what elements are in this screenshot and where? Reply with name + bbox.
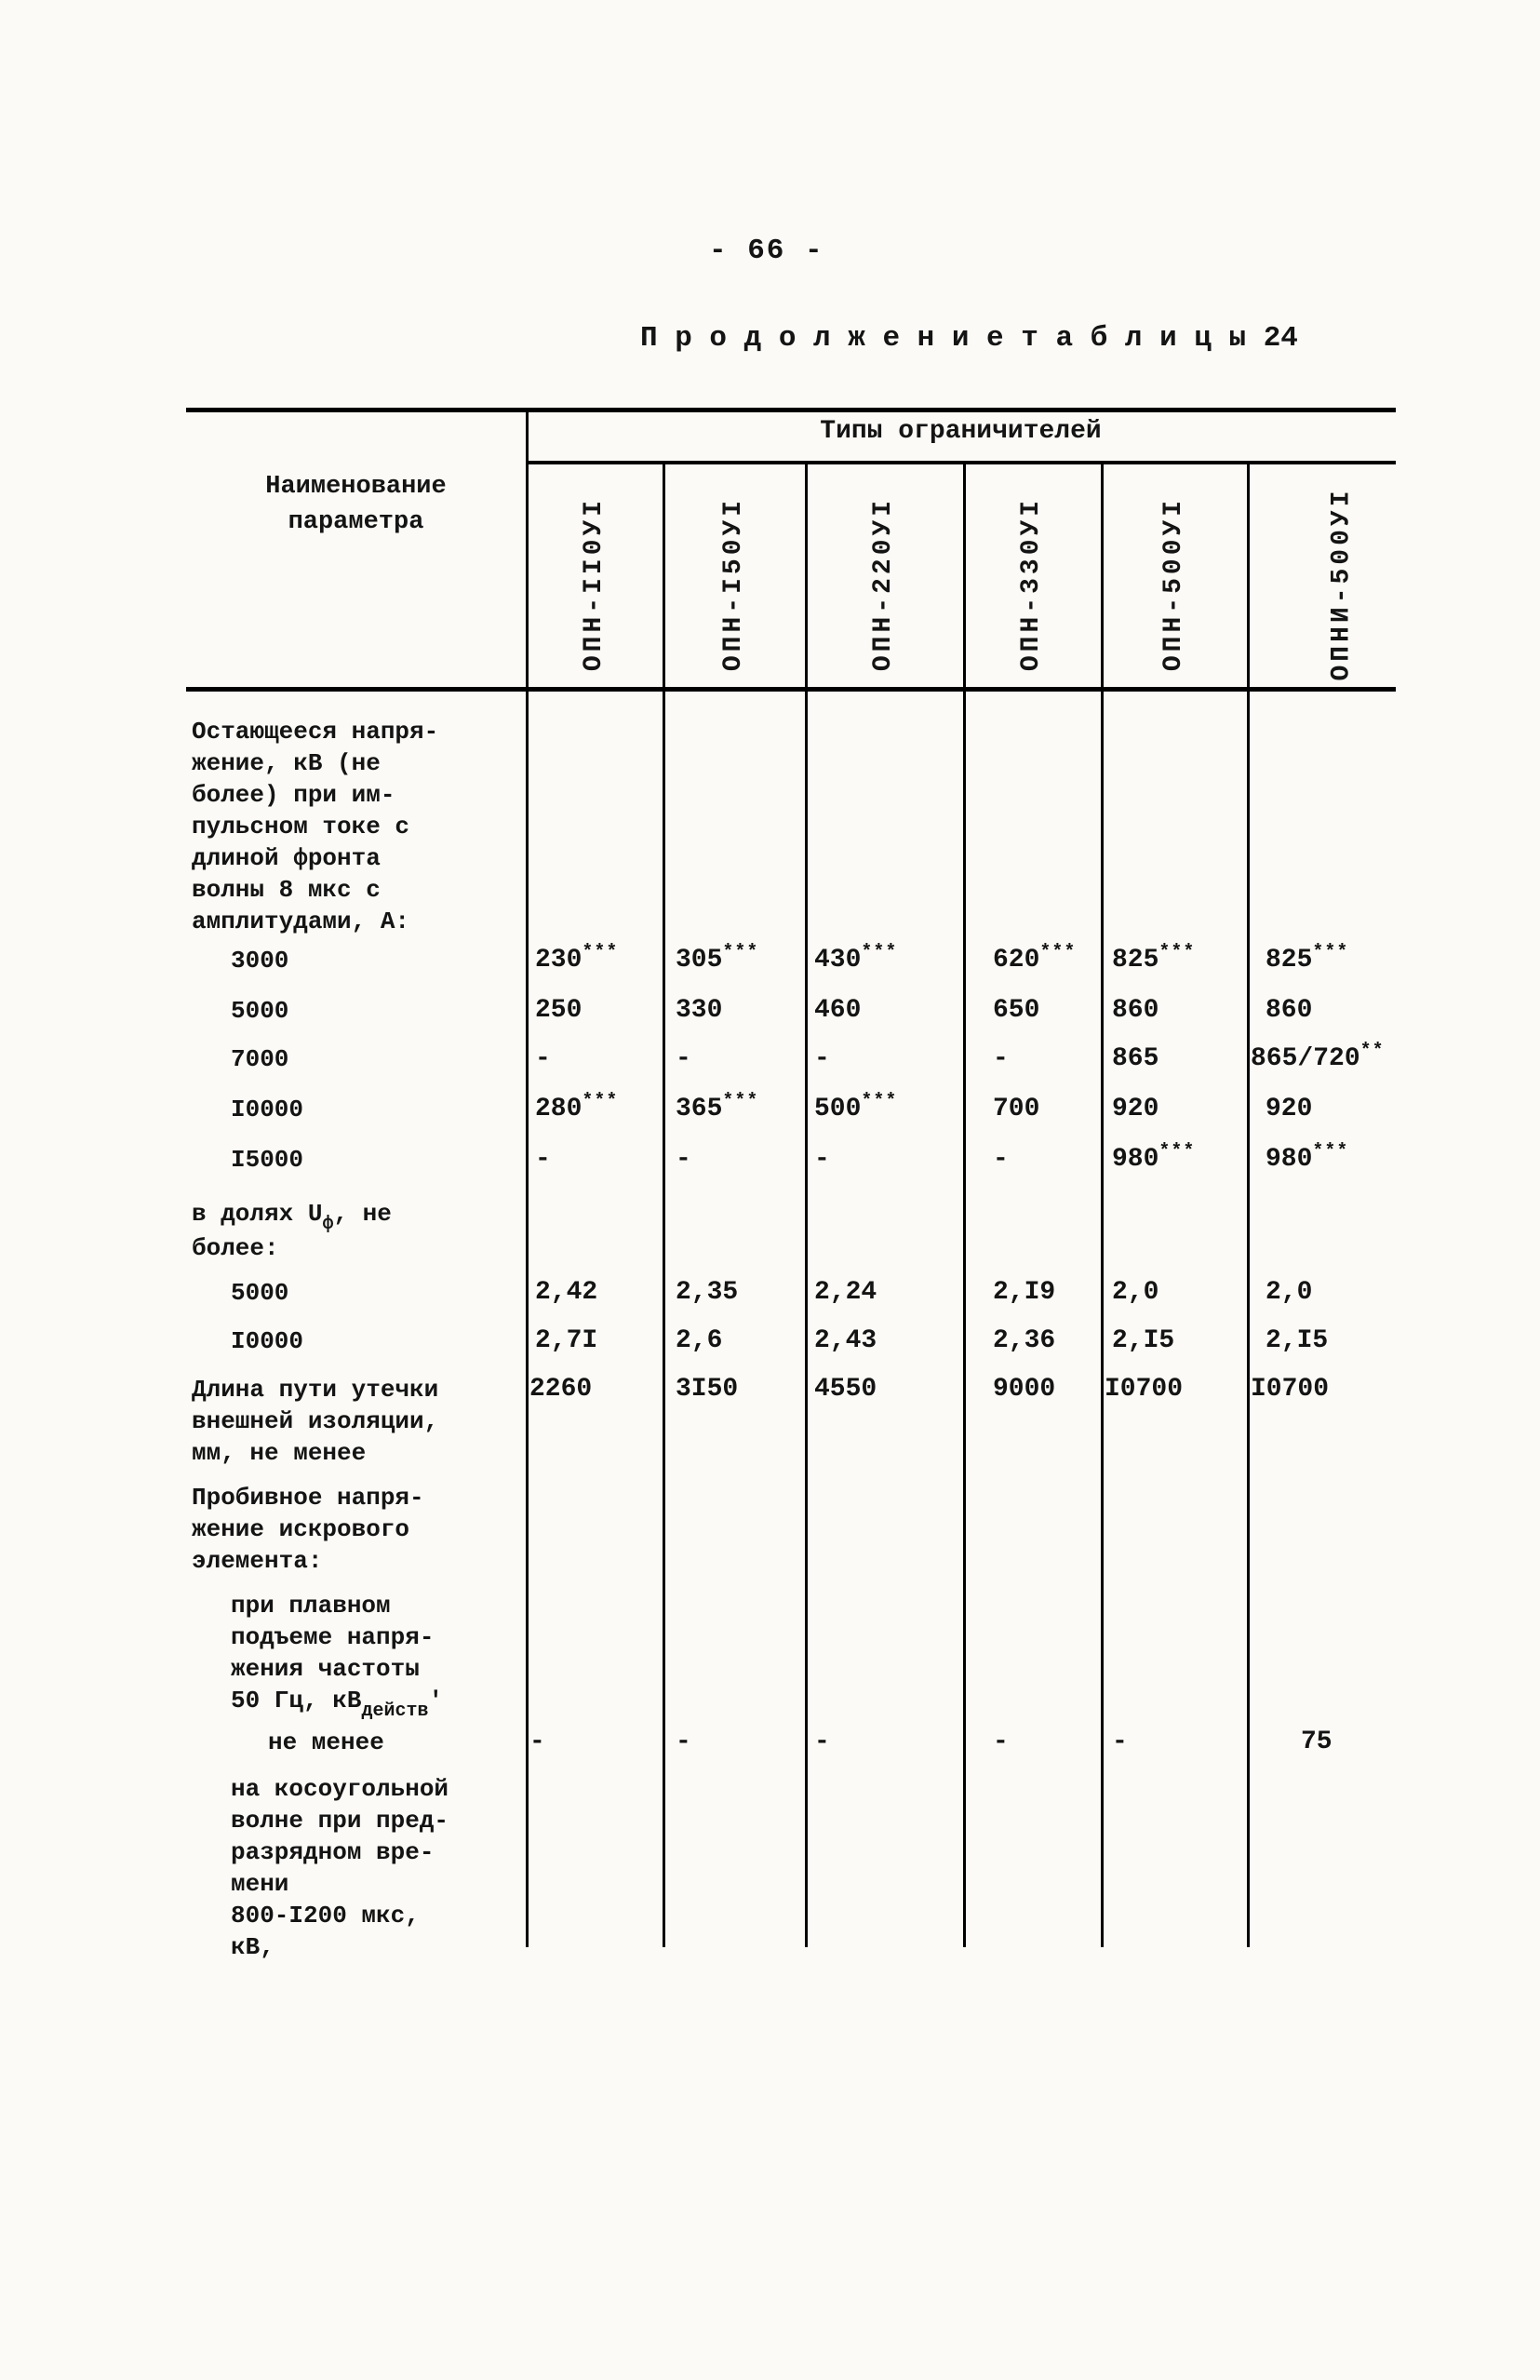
value-cell: - (676, 1728, 691, 1756)
table-row-10000 (186, 1091, 1438, 1127)
value-cell: 2,35 (676, 1278, 739, 1307)
value-cell: 650 (993, 996, 1040, 1025)
row-label: 7000 (231, 1045, 289, 1073)
value-cell: 700 (993, 1095, 1040, 1123)
param-label-line: элемента: (192, 1547, 323, 1575)
param-label (186, 1773, 526, 1963)
param-label-line: жение искрового (192, 1515, 410, 1543)
table-row-7000 (186, 1043, 1438, 1077)
value-cell: 920 (1112, 1095, 1159, 1123)
param-column-header (186, 469, 526, 540)
value-cell: 430*** (814, 942, 898, 975)
value-cell: 3I50 (676, 1375, 739, 1404)
param-label-line: кВ, (231, 1933, 275, 1961)
value-cell: 2,I5 (1112, 1326, 1175, 1355)
table-row-15000 (186, 1141, 1438, 1177)
row-label: I5000 (231, 1146, 304, 1174)
param-label-line: жения частоты (231, 1655, 420, 1683)
value-cell: 980*** (1112, 1141, 1196, 1174)
param-label-line: жение, кВ (не (192, 749, 381, 777)
column-header-opn-500: ОПН-500УI (1159, 496, 1189, 672)
value-cell: 305*** (676, 942, 759, 975)
param-block-fractions (186, 1198, 1438, 1264)
param-label-line: пульсном токе с (192, 813, 410, 840)
types-header-underline (526, 461, 1396, 464)
param-label-line: на косоугольной (231, 1775, 449, 1803)
table-row-5000 (186, 995, 1438, 1027)
value-cell: 4550 (814, 1375, 877, 1404)
value-cell: 330 (676, 996, 723, 1025)
param-label-line: мм, не менее (192, 1439, 367, 1467)
param-label-line: разрядном вре- (231, 1838, 435, 1866)
value-cell: 865 (1112, 1044, 1159, 1073)
value-cell: 980*** (1265, 1141, 1349, 1174)
value-cell: 2,I5 (1265, 1326, 1329, 1355)
table-row-leakage-path (186, 1374, 1438, 1469)
param-block-breakdown (186, 1482, 1438, 1577)
value-cell: I0700 (1251, 1375, 1330, 1404)
value-cell: 230*** (535, 942, 619, 975)
value-cell: 620*** (993, 942, 1077, 975)
value-cell: 2,7I (535, 1326, 598, 1355)
parameters-table (186, 408, 1438, 1961)
column-header-opn-150: ОПН-I50УI (719, 496, 749, 672)
value-cell: - (529, 1728, 545, 1756)
param-label-line: длиной фронта (192, 844, 381, 872)
value-cell: 865/720** (1251, 1041, 1385, 1073)
row-label: 3000 (231, 947, 289, 975)
value-cell: 250 (535, 996, 583, 1025)
value-cell: - (535, 1044, 551, 1073)
table-body (186, 692, 1438, 1963)
table-row-3000 (186, 942, 1438, 978)
value-cell: - (676, 1145, 691, 1174)
param-header-line: Наименование (265, 473, 447, 501)
table-top-border (186, 408, 1396, 412)
value-cell: I0700 (1105, 1375, 1184, 1404)
value-cell: 860 (1265, 996, 1313, 1025)
table-row-frac-5000 (186, 1277, 1438, 1309)
param-block-residual-voltage (186, 716, 1438, 937)
param-label-line: более) при им- (192, 781, 395, 809)
param-block-smooth-rise (186, 1590, 1438, 1722)
value-cell: 9000 (993, 1375, 1056, 1404)
param-label-line: подъеме напря- (231, 1623, 435, 1651)
param-label-line: более: (192, 1234, 279, 1262)
row-label: I0000 (231, 1327, 304, 1355)
value-cell: 2,43 (814, 1326, 877, 1355)
column-header-opn-110: ОПН-II0УI (580, 496, 609, 672)
row-label: I0000 (231, 1096, 304, 1123)
column-header-opn-220: ОПН-220УI (869, 496, 899, 672)
value-cell: 825*** (1265, 942, 1349, 975)
value-cell: 2,6 (676, 1326, 723, 1355)
row-label: 5000 (231, 997, 289, 1025)
table-continuation-title: П р о д о л ж е н и е т а б л и ц ы 24 (640, 322, 1298, 355)
value-cell: 2,0 (1265, 1278, 1313, 1307)
value-cell: 2,I9 (993, 1278, 1056, 1307)
param-label (186, 1374, 526, 1469)
param-label (186, 1198, 526, 1264)
param-label-line: при плавном (231, 1592, 391, 1620)
param-label-line: волны 8 мкс с (192, 876, 381, 904)
value-cell: 500*** (814, 1091, 898, 1123)
param-label (186, 1482, 526, 1577)
value-cell: 920 (1265, 1095, 1313, 1123)
value-cell: - (814, 1044, 830, 1073)
param-label-line: 800-I200 мкс, (231, 1902, 420, 1930)
table-row-frac-10000 (186, 1325, 1438, 1357)
value-cell: 2,24 (814, 1278, 877, 1307)
column-header-opn-330: ОПН-330УI (1017, 496, 1047, 672)
value-cell: - (814, 1728, 830, 1756)
param-header-line: параметра (288, 508, 424, 536)
param-label (186, 1590, 526, 1722)
param-label-line: Пробивное напря- (192, 1484, 424, 1512)
param-label-line: внешней изоляции, (192, 1407, 439, 1435)
value-cell: - (676, 1044, 691, 1073)
value-cell: 825*** (1112, 942, 1196, 975)
param-label-line: амплитудами, А: (192, 908, 410, 935)
row-label: 5000 (231, 1279, 289, 1307)
param-block-oblique-wave (186, 1773, 1438, 1963)
table-row-not-less (186, 1727, 1438, 1758)
value-cell: - (993, 1728, 1009, 1756)
value-cell: 2,0 (1112, 1278, 1159, 1307)
param-label (186, 716, 526, 937)
value-cell: - (993, 1044, 1009, 1073)
param-label-line: Остающееся напря- (192, 718, 439, 746)
param-label-line: в долях $U_ф$, не (192, 1200, 392, 1235)
types-group-header: Типы ограничителей (820, 417, 1102, 446)
value-cell: 2260 (529, 1375, 593, 1404)
value-cell: 2,36 (993, 1326, 1056, 1355)
param-label-line: 50 Гц, $кВ_{действ}'$ (231, 1687, 444, 1722)
value-cell: - (993, 1145, 1009, 1174)
column-header-opni-500: ОПНИ-500УI (1328, 487, 1357, 681)
page-number: - 66 - (709, 235, 824, 267)
value-cell: 75 (1301, 1728, 1332, 1756)
value-cell: 365*** (676, 1091, 759, 1123)
value-cell: 2,42 (535, 1278, 598, 1307)
value-cell: 460 (814, 996, 862, 1025)
value-cell: - (1112, 1728, 1128, 1756)
value-cell: 860 (1112, 996, 1159, 1025)
value-cell: - (814, 1145, 830, 1174)
row-label: не менее (268, 1728, 384, 1756)
value-cell: 280*** (535, 1091, 619, 1123)
value-cell: - (535, 1145, 551, 1174)
param-label-line: мени (231, 1870, 289, 1898)
param-label-line: Длина пути утечки (192, 1376, 439, 1404)
param-label-line: волне при пред- (231, 1807, 449, 1835)
